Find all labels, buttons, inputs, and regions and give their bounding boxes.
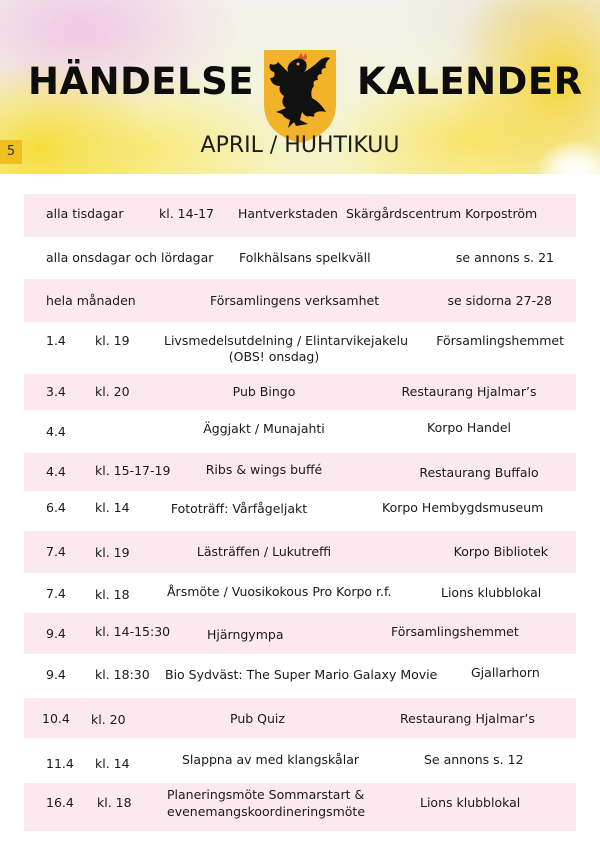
event-name-note: (OBS! onsdag) (228, 349, 320, 364)
event-date: hela månaden (46, 293, 136, 308)
event-time: kl. 14 (95, 756, 130, 771)
event-name: Församlingens verksamhet (210, 293, 380, 308)
event-location: Lions klubblokal (441, 585, 542, 600)
event-location: Skärgårdscentrum Korpoström (346, 206, 538, 221)
event-time: kl. 18 (95, 587, 130, 602)
event-date: 7.4 (46, 586, 66, 601)
event-time: kl. 18 (97, 795, 132, 810)
event-row (24, 531, 576, 573)
event-location: Lions klubblokal (420, 795, 521, 810)
event-row (24, 453, 576, 491)
event-time: kl. 15-17-19 (95, 463, 171, 478)
event-name: Fototräff: Vårfågeljakt (170, 501, 308, 516)
event-location: Korpo Hembygdsmuseum (382, 500, 544, 515)
event-location: se sidorna 27-28 (447, 293, 552, 308)
event-name: Livsmedelsutdelning / Elintarvikejakelu (164, 333, 408, 348)
event-name: Årsmöte / Vuosikokous Pro Korpo r.f. (167, 584, 392, 599)
title-kalender: KALENDER (357, 60, 583, 103)
event-time: kl. 20 (95, 384, 130, 399)
event-location: Församlingshemmet (391, 624, 519, 639)
event-time: kl. 14 (95, 500, 130, 515)
event-location: Restaurang Hjalmar’s (400, 711, 535, 726)
event-date: 1.4 (46, 333, 66, 348)
event-location: Restaurang Buffalo (419, 465, 539, 480)
event-row (24, 491, 576, 531)
event-name: Lästräffen / Lukutreffi (196, 544, 332, 559)
event-date: 3.4 (46, 384, 66, 399)
event-location: se annons s. 21 (455, 250, 554, 265)
event-name: Pub Bingo (232, 384, 296, 399)
event-name: Bio Sydväst: The Super Mario Galaxy Movie (165, 667, 438, 682)
event-row (24, 783, 576, 831)
event-row (24, 237, 576, 279)
event-date: 9.4 (46, 626, 66, 641)
event-time: kl. 14-17 (159, 206, 214, 221)
event-name: Planeringsmöte Sommarstart & (167, 787, 365, 802)
event-name: Äggjakt / Munajahti (203, 421, 325, 436)
event-name: Folkhälsans spelkväll (239, 250, 371, 265)
event-date: 10.4 (42, 711, 70, 726)
event-name: Hantverkstaden (238, 206, 338, 221)
event-name: Slappna av med klangskålar (182, 752, 359, 767)
event-location: Restaurang Hjalmar’s (401, 384, 537, 399)
event-time: kl. 18:30 (95, 667, 150, 682)
event-row (24, 279, 576, 322)
event-name: Hjärngympa (207, 627, 284, 642)
event-row (24, 573, 576, 613)
event-row (24, 613, 576, 654)
event-date: 11.4 (46, 756, 74, 771)
event-time: kl. 19 (95, 545, 130, 560)
event-name: Pub Quiz (230, 711, 285, 726)
coat-of-arms-bird-icon (260, 46, 340, 146)
event-date: 4.4 (46, 464, 66, 479)
event-date: 7.4 (46, 544, 66, 559)
event-date: alla onsdagar och lördagar (46, 250, 214, 265)
title-handelse: HÄNDELSE (28, 60, 255, 103)
event-name: Ribs & wings buffé (205, 462, 323, 477)
header-banner (0, 0, 600, 174)
event-row (24, 654, 576, 698)
event-location: Korpo Bibliotek (453, 544, 548, 559)
event-date: 9.4 (46, 667, 66, 682)
event-row (24, 322, 576, 374)
event-time: kl. 14-15:30 (95, 624, 171, 639)
event-row (24, 738, 576, 783)
event-location: Gjallarhorn (471, 665, 540, 680)
event-row (24, 698, 576, 738)
month-subtitle: APRIL / HUHTIKUU (200, 133, 400, 158)
event-row (24, 374, 576, 410)
event-row (24, 194, 576, 237)
event-row (24, 410, 576, 453)
page-number: 5 (0, 140, 22, 164)
event-date: 4.4 (46, 424, 66, 439)
event-location: Se annons s. 12 (424, 752, 524, 767)
event-location: Korpo Handel (427, 420, 511, 435)
event-time: kl. 20 (91, 712, 126, 727)
event-name-line2: evenemangskoordineringsmöte (167, 804, 366, 819)
event-date: alla tisdagar (46, 206, 124, 221)
event-location: Församlingshemmet (436, 333, 564, 348)
event-date: 16.4 (46, 795, 74, 810)
event-time: kl. 19 (95, 333, 130, 348)
event-date: 6.4 (46, 500, 66, 515)
